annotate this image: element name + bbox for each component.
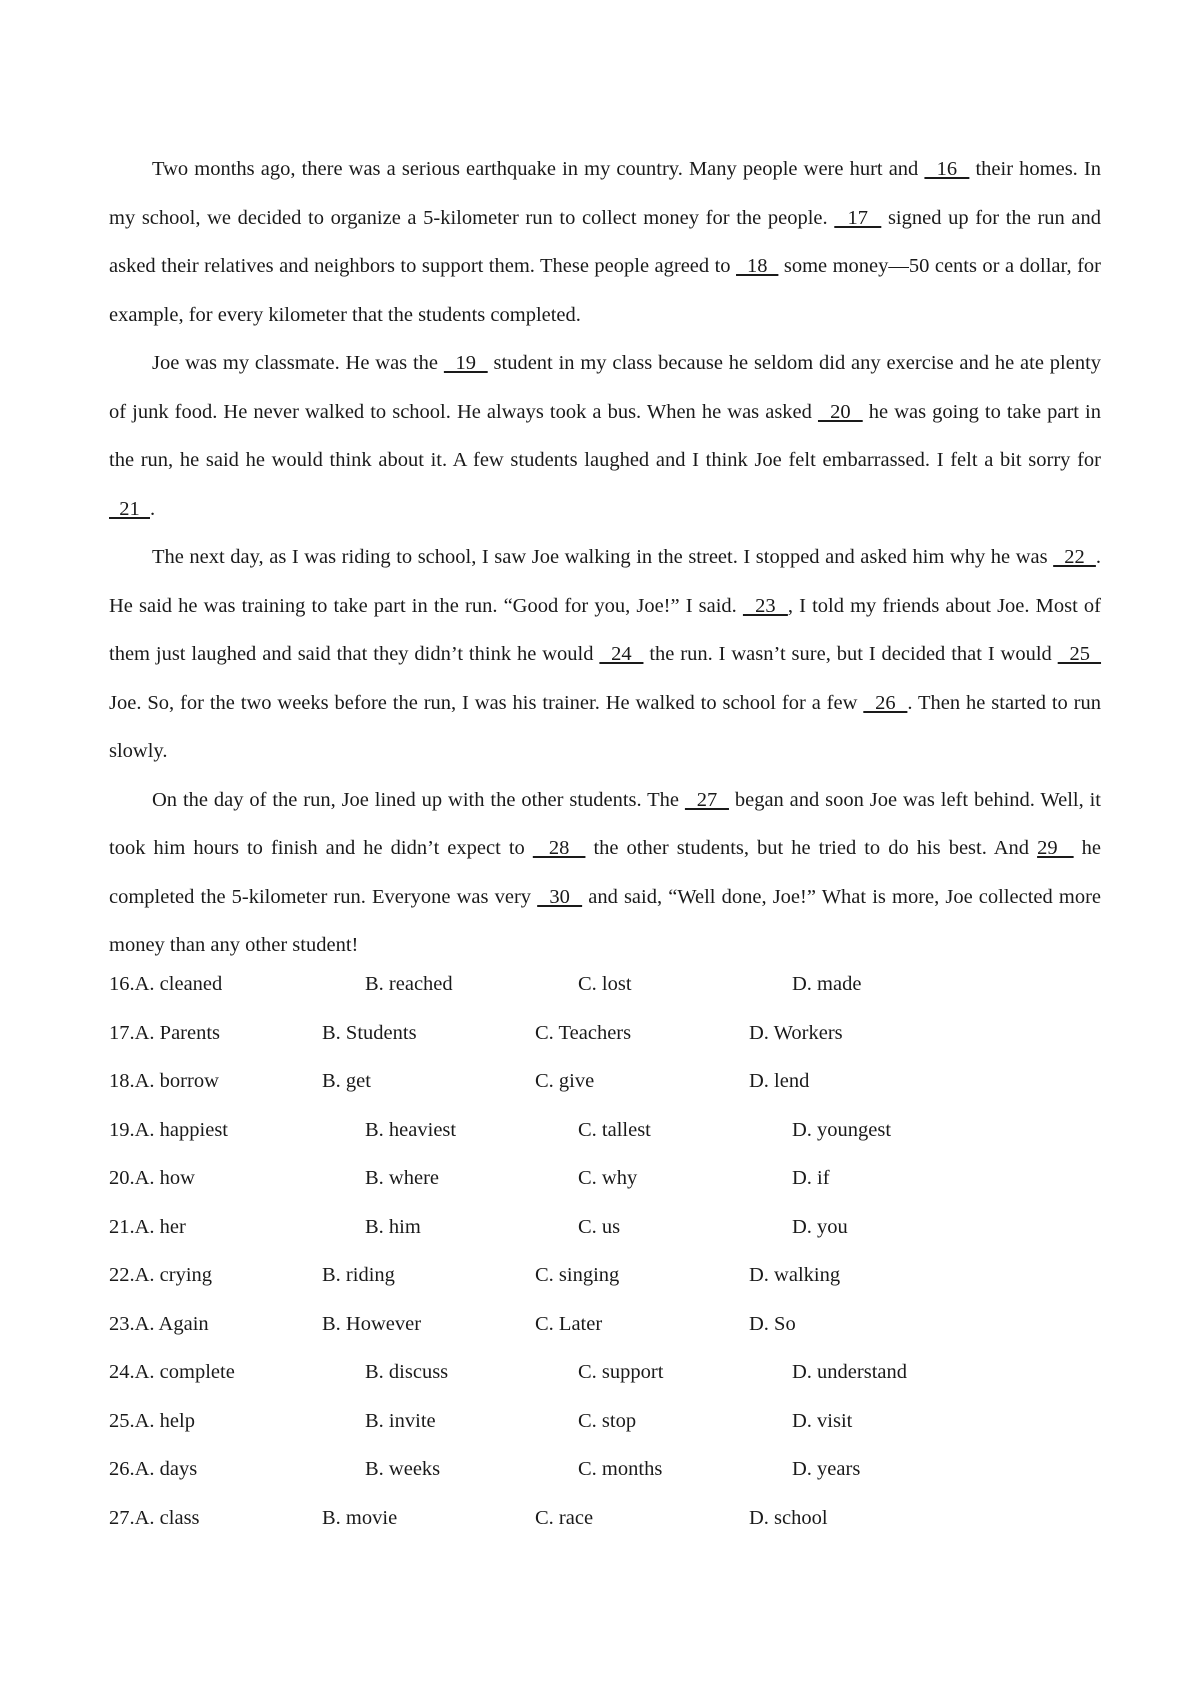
question-row [109,1397,1101,1446]
question-number: 18. [109,1070,135,1092]
option-c: C. Later [535,1312,603,1335]
option-a-text: A. her [134,1215,186,1238]
passage-text: , I told my friends about Joe. Most of them just laughed and said that they didn’t think he would [109,594,1101,665]
passage-text: the run. I wasn’t sure, but I decided that I would [643,643,1058,665]
passage-text: . Then he started to run slowly. [109,691,1102,762]
option-b: B. Students [322,1021,417,1044]
option-d: D. Workers [749,1021,843,1044]
question-number: 21. [109,1215,135,1238]
option-a-text: A. how [134,1167,195,1189]
passage-text: On the day of the run, Joe lined up with the other students. The [152,788,685,811]
blank-number: 16 [924,158,970,180]
blank-number: 19 [443,352,488,374]
option-d: D. So [749,1312,796,1335]
option-a [109,1397,195,1446]
option-a-text: A. Again [134,1312,209,1335]
option-b: B. him [365,1215,421,1238]
passage-text: he was going to take part in the run, he said he would think about it. A few students laughed and I think Joe felt embarrassed. I felt a bit sorry for [109,400,1101,471]
blank-number: 24 [599,643,644,665]
option-c: C. lost [578,973,632,995]
passage-paragraph [109,776,1101,970]
blank-number: 26 [863,691,908,714]
option-a-text: A. class [134,1506,200,1529]
option-c: C. give [535,1070,595,1092]
option-c: C. race [535,1506,594,1529]
question-number: 23. [109,1312,135,1335]
passage-text: some money—50 cents or a dollar, for example, for every kilometer that the students completed. [109,255,1102,326]
blank-number: 17 [834,206,882,229]
option-d: D. understand [792,1361,908,1383]
option-c: C. months [578,1458,663,1480]
passage-paragraph [109,145,1101,339]
option-b: B. discuss [365,1361,449,1383]
blank-number: 25 [1057,643,1102,665]
option-a-text: A. happiest [134,1118,228,1141]
option-c: C. singing [535,1264,620,1286]
option-a-text: A. complete [134,1361,235,1383]
option-b: B. where [365,1167,440,1189]
option-a [109,1203,186,1252]
option-a [109,960,222,1009]
option-a [109,1348,235,1397]
option-a-text: A. cleaned [134,973,223,995]
question-number: 25. [109,1409,135,1432]
option-b: B. However [322,1312,422,1335]
option-d: D. youngest [792,1118,892,1141]
passage-text: the other students, but he tried to do his best. And [585,837,1038,859]
blank-number: 22 [1053,546,1096,568]
blank-number: 21 [109,497,150,520]
passage-text: student in my class because he seldom did any exercise and he ate plenty of junk food. He never walked to school. He always took a bus. When he was asked [109,352,1102,423]
option-a-text: A. days [134,1458,198,1480]
passage-text: and said, “Well done, Joe!” What is more, Joe collected more money than any other student! [109,885,1102,956]
passage-text: signed up for the run and asked their relatives and neighbors to support them. These people agreed to [109,206,1102,277]
option-a [109,1300,209,1349]
passage-text: he completed the 5-kilometer run. Everyone was very [109,837,1102,908]
option-b: B. get [322,1070,371,1092]
question-number: 24. [109,1361,135,1383]
option-a [109,1057,219,1106]
option-a [109,1154,195,1203]
question-row [109,1445,1101,1494]
option-c: C. why [578,1167,638,1189]
question-row [109,1106,1101,1155]
option-b: B. reached [365,973,453,995]
option-b: B. weeks [365,1458,441,1480]
option-c: C. tallest [578,1118,651,1141]
option-d: D. visit [792,1409,853,1432]
question-number: 26. [109,1458,135,1480]
question-row [109,1203,1101,1252]
option-d: D. you [792,1215,848,1238]
question-row [109,1009,1101,1058]
passage-text: . [150,497,156,520]
option-c: C. stop [578,1409,637,1432]
question-number: 16. [109,973,135,995]
question-number: 17. [109,1021,135,1044]
option-a [109,1494,200,1543]
passage-text: . He said he was training to take part in the run. “Good for you, Joe!” I said. [109,546,1102,617]
question-number: 19. [109,1118,135,1141]
question-row [109,1348,1101,1397]
blank-number: 27 [684,788,729,811]
question-row [109,960,1101,1009]
option-a-text: A. help [134,1409,195,1432]
question-number: 27. [109,1506,135,1529]
option-b: B. movie [322,1506,398,1529]
blank-number: 23 [742,594,788,617]
option-b: B. heaviest [365,1118,457,1141]
option-d: D. made [792,973,862,995]
passage-text: The next day, as I was riding to school, I saw Joe walking in the street. I stopped and asked him why he was [152,546,1054,568]
option-a [109,1009,220,1058]
blank-number: 28 [532,837,586,859]
passage-paragraph [109,533,1101,776]
option-d: D. school [749,1506,828,1529]
option-b: B. riding [322,1264,395,1286]
passage-paragraph [109,339,1101,533]
question-row [109,1154,1101,1203]
option-a [109,1106,228,1155]
question-row [109,1300,1101,1349]
option-a [109,1445,197,1494]
passage-text: Joe was my classmate. He was the [152,352,444,374]
blank-number: 20 [817,400,863,423]
question-number: 22. [109,1264,135,1286]
question-row [109,1057,1101,1106]
option-c: C. support [578,1361,664,1383]
passage-text: their homes. In my school, we decided to organize a 5-kilometer run to collect money for the people. [109,158,1101,229]
answer-options [109,960,1101,1542]
option-d: D. walking [749,1264,841,1286]
question-row [109,1494,1101,1543]
option-a [109,1251,212,1300]
option-a-text: A. borrow [134,1070,219,1092]
passage-text: Two months ago, there was a serious earthquake in my country. Many people were hurt and [152,158,925,180]
option-a-text: A. Parents [134,1021,221,1044]
question-number: 20. [109,1167,135,1189]
cloze-passage [109,145,1101,970]
option-d: D. years [792,1458,861,1480]
blank-number: 18 [736,255,779,277]
option-d: D. if [792,1167,830,1189]
option-c: C. Teachers [535,1021,632,1044]
option-a-text: A. crying [134,1264,213,1286]
passage-text: began and soon Joe was left behind. Well, it took him hours to finish and he didn’t expect to [109,788,1101,859]
blank-number: 30 [537,885,583,908]
option-d: D. lend [749,1070,810,1092]
blank-number: 29 [1037,837,1074,859]
option-c: C. us [578,1215,621,1238]
question-row [109,1251,1101,1300]
passage-text: Joe. So, for the two weeks before the run, I was his trainer. He walked to school for a few [109,691,864,714]
option-b: B. invite [365,1409,436,1432]
